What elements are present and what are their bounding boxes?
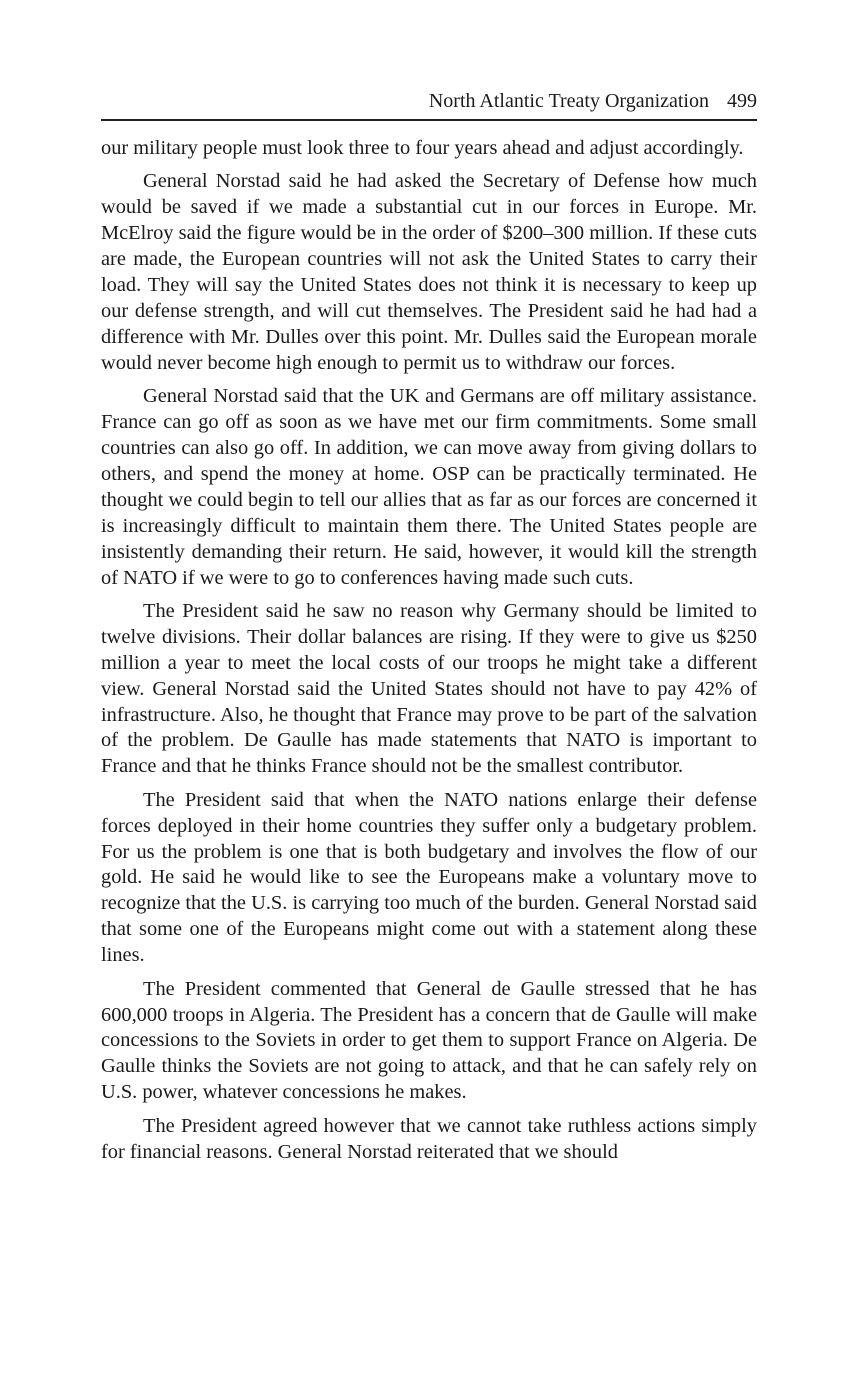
- body-text: [101, 136, 757, 1165]
- running-header: [101, 88, 757, 121]
- paragraph: General Norstad said that the UK and Germans are off military assistance. France can go off as soon as we have met our firm commitments. Some small countries can also go off. In addition, we can move away from giving dollars to others, and spend the money at home. OSP can be practically terminated. He thought we could begin to tell our allies that as far as our forces are concerned it is increasingly difficult to maintain them there. The United States people are insistently demanding their return. He said, however, it would kill the strength of NATO if we were to go to conferences having made such cuts.: [101, 385, 757, 589]
- document-page: [101, 88, 757, 1173]
- running-title: North Atlantic Treaty Organization: [428, 90, 709, 112]
- paragraph-continued: our military people must look three to four years ahead and adjust accordingly.: [101, 137, 744, 159]
- paragraph: The President commented that General de Gaulle stressed that he has 600,000 troops in Algeria. The President has a concern that de Gaulle will make concessions to the Soviets in order to get them to support France on Algeria. De Gaulle thinks the Soviets are not going to attack, and that he can safely rely on U.S. power, whatever concessions he makes.: [101, 977, 757, 1104]
- paragraph: General Norstad said he had asked the Secretary of Defense how much would be saved if we made a substantial cut in our forces in Europe. Mr. McElroy said the figure would be in the order of $200–300 million. If these cuts are made, the European countries will not ask the United States to carry their load. They will say the United States does not think it is necessary to keep up our defense strength, and will cut themselves. The President said he had had a difference with Mr. Dulles over this point. Mr. Dulles said the European morale would never become high enough to permit us to withdraw our forces.: [101, 170, 757, 374]
- paragraph: The President said he saw no reason why Germany should be limited to twelve divisions. Their dollar balances are rising. If they were to give us $250 million a year to meet the local costs of our troops he might take a different view. General Norstad said the United States should not have to pay 42% of infrastructure. Also, he thought that France may prove to be part of the salvation of the problem. De Gaulle has made statements that NATO is important to France and that he thinks France should not be the smallest contributor.: [101, 599, 757, 778]
- paragraph: The President agreed however that we cannot take ruthless actions simply for financial reasons. General Norstad reiterated that we should: [101, 1114, 757, 1163]
- paragraph: The President said that when the NATO nations enlarge their defense forces deployed in their home countries they suffer only a budgetary problem. For us the problem is one that is both budgetary and involves the flow of our gold. He said he would like to see the Europeans make a voluntary move to recognize that the U.S. is carrying too much of the burden. General Norstad said that some one of the Europeans might come out with a statement along these lines.: [101, 788, 757, 967]
- page-number: 499: [727, 90, 757, 112]
